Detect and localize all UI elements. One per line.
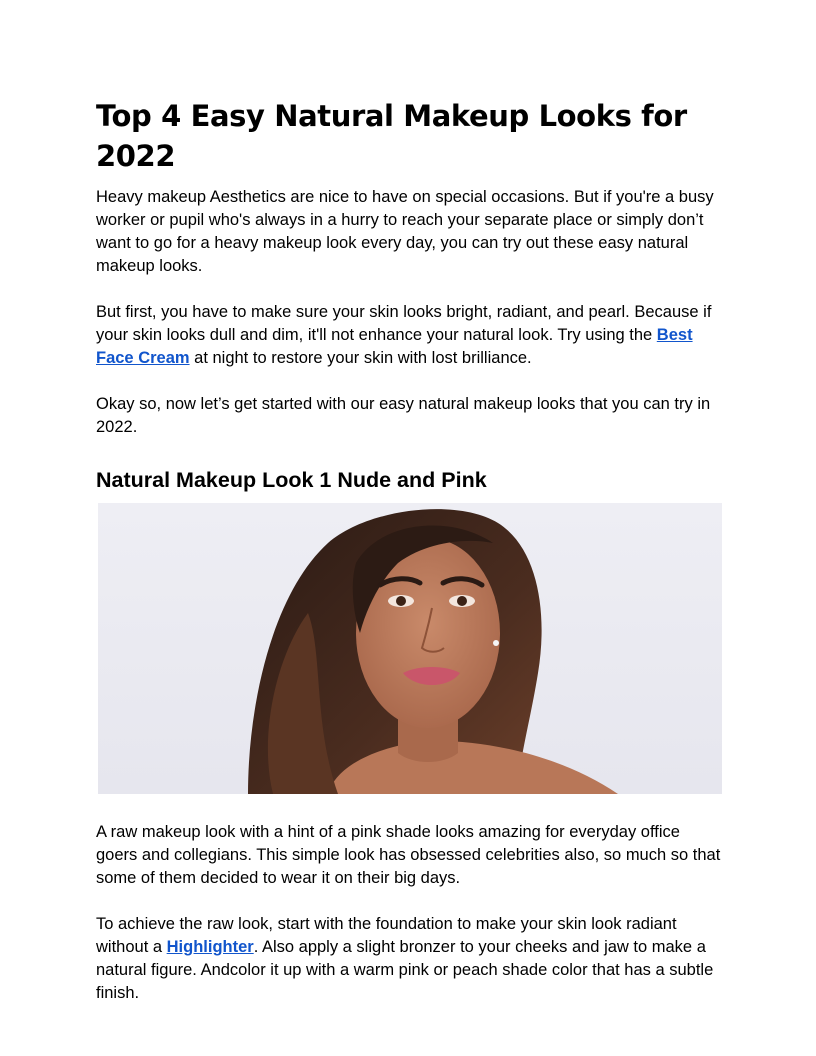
start-paragraph: Okay so, now let’s get started with our easy natural makeup looks that you can try in 2022. (96, 395, 711, 436)
portrait-photo (98, 503, 722, 794)
skin-paragraph-text-before: But first, you have to make sure your skin looks bright, radiant, and pearl. Because if your skin looks dull and dim, it'll not enhance your natural look. Try using the (96, 303, 712, 344)
earring-shape (493, 640, 499, 646)
right-iris-shape (457, 596, 467, 606)
highlighter-link[interactable]: Highlighter (166, 938, 254, 956)
intro-paragraph: Heavy makeup Aesthetics are nice to have on special occasions. But if you're a busy worker or pupil who's always in a hurry to reach your separate place or simply don’t want to go for a heavy makeup look every day, you can try out these easy natural makeup looks. (96, 188, 714, 275)
document-page (96, 96, 722, 1005)
portrait-illustration (98, 503, 722, 794)
section-1-paragraph-2-text-before: To achieve the raw look, start with the foundation to make your skin look radiant without a (96, 915, 677, 956)
section-1-paragraph-2-text-after: . Also apply a slight bronzer to your cheeks and jaw to make a natural figure. Andcolor it up with a warm pink or peach shade color that has a subtle finish. (96, 938, 714, 1002)
skin-paragraph-text-after: at night to restore your skin with lost brilliance. (189, 349, 532, 367)
section-1-paragraph-2 (96, 913, 722, 1005)
section-1-paragraph-1: A raw makeup look with a hint of a pink shade looks amazing for everyday office goers and collegians. This simple look has obsessed celebrities also, so much so that some of them decided to wear it on their big days. (96, 823, 721, 887)
left-iris-shape (396, 596, 406, 606)
best-face-cream-link[interactable]: Best Face Cream (96, 326, 693, 367)
article-title: Top 4 Easy Natural Makeup Looks for 2022 (96, 99, 687, 173)
skin-paragraph (96, 301, 722, 370)
section-1-heading: Natural Makeup Look 1 Nude and Pink (96, 468, 487, 492)
